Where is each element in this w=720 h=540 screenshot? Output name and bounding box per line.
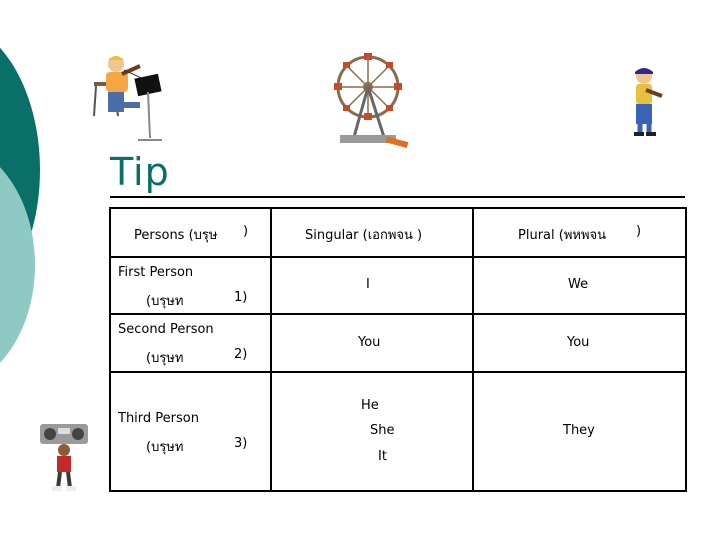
violinist-clipart [88,52,170,144]
row-third-plural: They [563,423,595,438]
row-second-person-number: 2) [234,347,248,362]
table-divider [109,313,687,315]
boy-with-violin-clipart [622,66,667,138]
header-plural: Plural (พหพจน [518,228,607,243]
table-divider [270,207,272,492]
row-second-person-label: Second Person [118,322,214,337]
title-underline [110,196,685,198]
header-persons-close: ) [243,224,249,239]
ferris-wheel-clipart [330,45,410,150]
row-second-singular: You [358,335,381,350]
row-first-singular: I [366,277,370,292]
row-first-person-thai: (บรุษท [146,294,184,309]
boy-with-boombox-clipart [38,418,90,493]
table-divider [472,207,474,492]
row-third-person-label: Third Person [118,411,199,426]
row-second-plural: You [567,335,590,350]
row-third-person-thai: (บรุษท [146,440,184,455]
row-third-person-number: 3) [234,436,248,451]
header-persons: Persons (บรุษ [134,228,218,243]
row-third-singular-he: He [361,398,379,413]
table-divider [109,371,687,373]
table-divider [109,256,687,258]
header-plural-close: ) [636,224,642,239]
row-third-singular-it: It [378,449,387,464]
header-singular: Singular (เอกพจน ) [305,228,423,243]
slide-title: Tip [110,150,170,194]
row-third-singular-she: She [370,423,395,438]
row-second-person-thai: (บรุษท [146,351,184,366]
row-first-person-number: 1) [234,290,248,305]
row-first-plural: We [568,277,589,292]
pronoun-table [109,207,687,492]
row-first-person-label: First Person [118,265,194,280]
